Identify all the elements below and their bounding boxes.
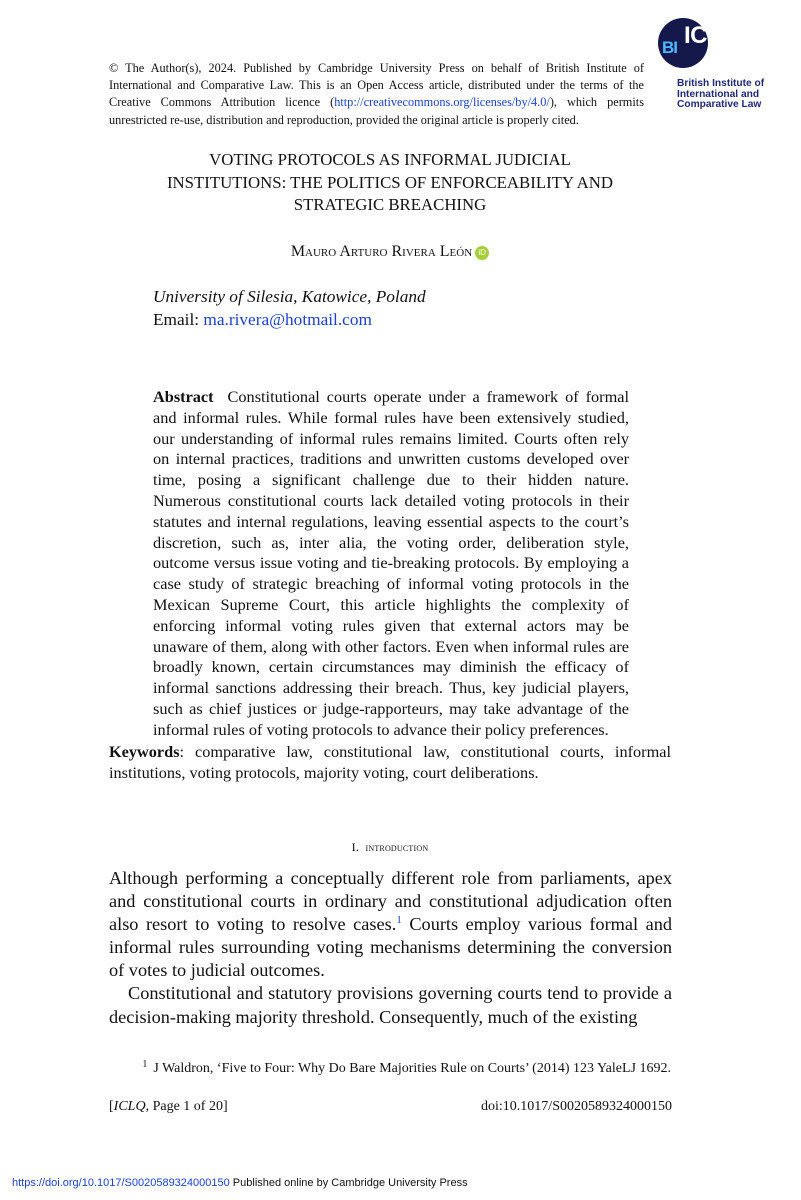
doi-link[interactable]: https://doi.org/10.1017/S0020589324000150 <box>12 1177 230 1189</box>
license-text-tail: ), which permits unrestricted re-use, distribution and reproduction, provided the original article is properly cited. <box>109 95 644 127</box>
title-line-2: INSTITUTIONS: THE POLITICS OF ENFORCEABILITY AND <box>166 172 614 192</box>
body-paragraph-2: Constitutional and statutory provisions governing courts tend to provide a decision-making majority threshold. Consequently, much of the existing <box>109 983 672 1027</box>
email-link[interactable]: ma.rivera@hotmail.com <box>203 310 372 329</box>
logo-text <box>677 79 769 111</box>
footnote-ref-1[interactable]: 1 <box>396 914 402 927</box>
institution: University of Silesia, Katowice, Poland <box>153 287 426 306</box>
author-name: Mauro Arturo Rivera León <box>290 243 473 260</box>
body-text <box>109 867 672 1029</box>
affiliation <box>153 285 426 331</box>
email-line <box>153 308 426 331</box>
section-title: introduction <box>365 840 429 854</box>
email-label: Email: <box>153 310 204 329</box>
keywords-label: Keywords <box>109 742 180 761</box>
logo-badge-bi: BI <box>662 38 677 57</box>
license-notice <box>109 60 644 129</box>
body-paragraph-1: Although performing a conceptually different role from parliaments, apex and constitutional courts in ordinary and constitutional adjudication often also resort to voting to resolve cases.$^1$ Courts employ various formal and informal rules surrounding voting mechanisms determining the conversion of votes to judicial outcomes. <box>109 868 672 981</box>
orcid-icon[interactable]: iD <box>475 246 489 260</box>
footnote-number: 1 <box>142 1059 148 1070</box>
logo-text-line1: British Institute of <box>677 78 765 89</box>
license-text: © The Author(s), 2024. Published by Cambridge University Press on behalf of British Institute of International and Comparative Law. This is an Open Access article, distributed under the terms of the Creative Commons Attribution licence ( <box>109 61 644 110</box>
abstract-text: Constitutional courts operate under a framework of formal and informal rules. While formal rules have been extensively studied, our understanding of informal rules remains limited. Courts often rely on internal practices, traditions and unwritten customs developed over time, posing a significant challenge due to their hidden nature. Numerous constitutional courts lack detailed voting protocols in their statutes and internal regulations, leaving essential aspects to the court’s discretion, such as, inter alia, the voting order, deliberation style, outcome versus issue voting and tie-breaking protocols. By employing a case study of strategic breaching of informal voting protocols in the Mexican Supreme Court, this article highlights the complexity of enforcing informal voting rules given that external actors may be unaware of them, along with other factors. Even when informal rules are broadly known, certain circumstances may diminish the efficacy of informal sanctions addressing their breach. Thus, key judicial players, such as chief justices or judge-rapporteurs, may take advantage of the informal rules of voting protocols to advance their policy preferences. <box>153 387 629 739</box>
published-text: Published online by Cambridge University Press <box>229 1177 468 1189</box>
abstract <box>153 387 629 741</box>
logo-badge-icl: ICL <box>684 22 722 49</box>
logo-text-line3: Comparative Law <box>677 99 762 110</box>
abstract-label: Abstract <box>153 387 214 406</box>
keywords <box>109 741 671 783</box>
author-line <box>109 243 671 261</box>
footnote <box>109 1059 671 1077</box>
logo-badge <box>658 18 722 68</box>
article-title <box>109 149 671 217</box>
biicl-logo <box>656 18 766 114</box>
page-number: , Page 1 of 20 <box>145 1099 223 1114</box>
keywords-text: : comparative law, constitutional law, constitutional courts, informal institutions, voting protocols, majority voting, court deliberations. <box>109 742 671 782</box>
journal-name: ICLQ <box>113 1099 146 1114</box>
license-link[interactable]: http://creativecommons.org/licenses/by/4.0/ <box>334 95 550 110</box>
section-number: I. <box>351 840 360 854</box>
doi: doi:10.1017/S0020589324000150 <box>481 1099 672 1114</box>
footnote-text: J Waldron, ‘Five to Four: Why Do Bare Majorities Rule on Courts’ (2014) 123 YaleLJ 1692. <box>153 1061 671 1076</box>
bottom-bar <box>0 1170 801 1200</box>
title-line-1: VOTING PROTOCOLS AS INFORMAL JUDICIAL <box>209 150 571 169</box>
title-line-3: STRATEGIC BREACHING <box>293 195 487 214</box>
page-info: [ICLQ, Page 1 of 20] <box>109 1099 228 1114</box>
logo-text-line2: International and <box>677 88 760 100</box>
section-heading <box>109 840 671 855</box>
